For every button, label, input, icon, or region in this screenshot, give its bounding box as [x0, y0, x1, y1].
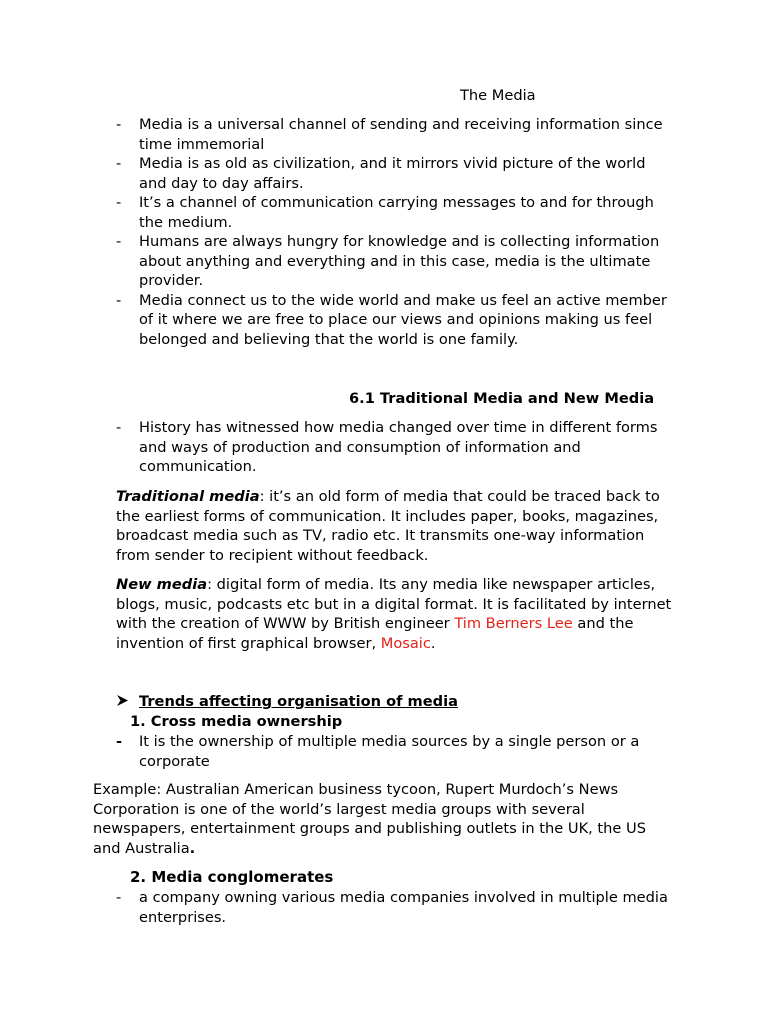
new-media-term: New media: [116, 576, 208, 593]
trends-heading: [116, 692, 458, 712]
list-item-text: It is the ownership of multiple media sources by a single person or a corporate: [139, 733, 640, 770]
list-item: [116, 115, 676, 154]
list-item-text: Media connect us to the wide world and make us feel an active member of it where we are free to place our views and opinions making us feel belonged and believing that the world is one family.: [139, 291, 667, 348]
dash-marker: -: [116, 291, 122, 309]
example-end: .: [189, 839, 196, 857]
list-item-text: a company owning various media companies involved in multiple media enterprises.: [139, 889, 668, 926]
dash-marker: -: [116, 419, 122, 436]
dash-marker: -: [116, 889, 122, 906]
dash-marker: -: [116, 733, 123, 750]
list-item: [116, 291, 676, 350]
example-paragraph: [93, 780, 663, 858]
highlight-person: Tim Berners Lee: [454, 615, 573, 632]
traditional-media-term: Traditional media: [116, 488, 260, 505]
list-item: [116, 154, 676, 193]
dash-marker: -: [116, 116, 122, 133]
cross-media-ownership-heading: 1. Cross media ownership: [130, 713, 343, 730]
list-item-text: It’s a channel of communication carrying messages to and for through the medium.: [139, 194, 654, 231]
intro-bullet-list: [116, 115, 676, 349]
media-conglomerates-heading: 2. Media conglomerates: [130, 868, 334, 886]
arrowhead-bullet-icon: [116, 692, 139, 712]
list-item: [116, 732, 676, 771]
list-item: [116, 888, 676, 927]
list-item: [116, 193, 676, 232]
new-media-definition-end: .: [430, 634, 436, 652]
list-item-text: History has witnessed how media changed over time in different forms and ways of production and consumption of information and communication.: [139, 419, 658, 475]
traditional-media-paragraph: [116, 487, 676, 565]
conglomerates-bullet-list: [116, 888, 676, 927]
history-bullet-list: [116, 418, 676, 477]
list-item-text: Media is as old as civilization, and it mirrors vivid picture of the world and day to day affairs.: [139, 155, 646, 192]
section-heading: 6.1 Traditional Media and New Media: [349, 390, 655, 407]
cross-media-bullet-list: [116, 732, 676, 771]
new-media-paragraph: [116, 575, 676, 653]
dash-marker: -: [116, 194, 122, 211]
traditional-media-definition: : it’s an old form of media that could be traced back to the earliest forms of communication. It includes paper, books, magazines, broadcast media such as TV, radio etc. It transmits one-way information from sender to recipient without feedback.: [116, 488, 660, 564]
list-item: [116, 232, 676, 291]
new-media-definition-cont: and the invention of first graphical browser,: [116, 615, 634, 652]
list-item-text: Media is a universal channel of sending and receiving information since time immemorial: [139, 116, 663, 153]
dash-marker: -: [116, 155, 122, 172]
trends-heading-text: Trends affecting organisation of media: [139, 693, 458, 710]
page-title: The Media: [460, 87, 536, 104]
example-text: Example: Australian American business tycoon, Rupert Murdoch’s News Corporation is one of the world’s largest media groups with several newspapers, entertainment groups and publishing outlets in the UK, the US and Australia: [93, 781, 646, 857]
new-media-definition: : digital form of media. Its any media like newspaper articles, blogs, music, podcasts etc but in a digital format. It is facilitated by internet with the creation of WWW by British engineer: [116, 576, 672, 632]
list-item-text: Humans are always hungry for knowledge and is collecting information about anything and everything and in this case, media is the ultimate provider.: [139, 233, 660, 289]
list-item: [116, 418, 676, 477]
dash-marker: -: [116, 233, 122, 250]
highlight-browser: Mosaic: [380, 634, 431, 652]
